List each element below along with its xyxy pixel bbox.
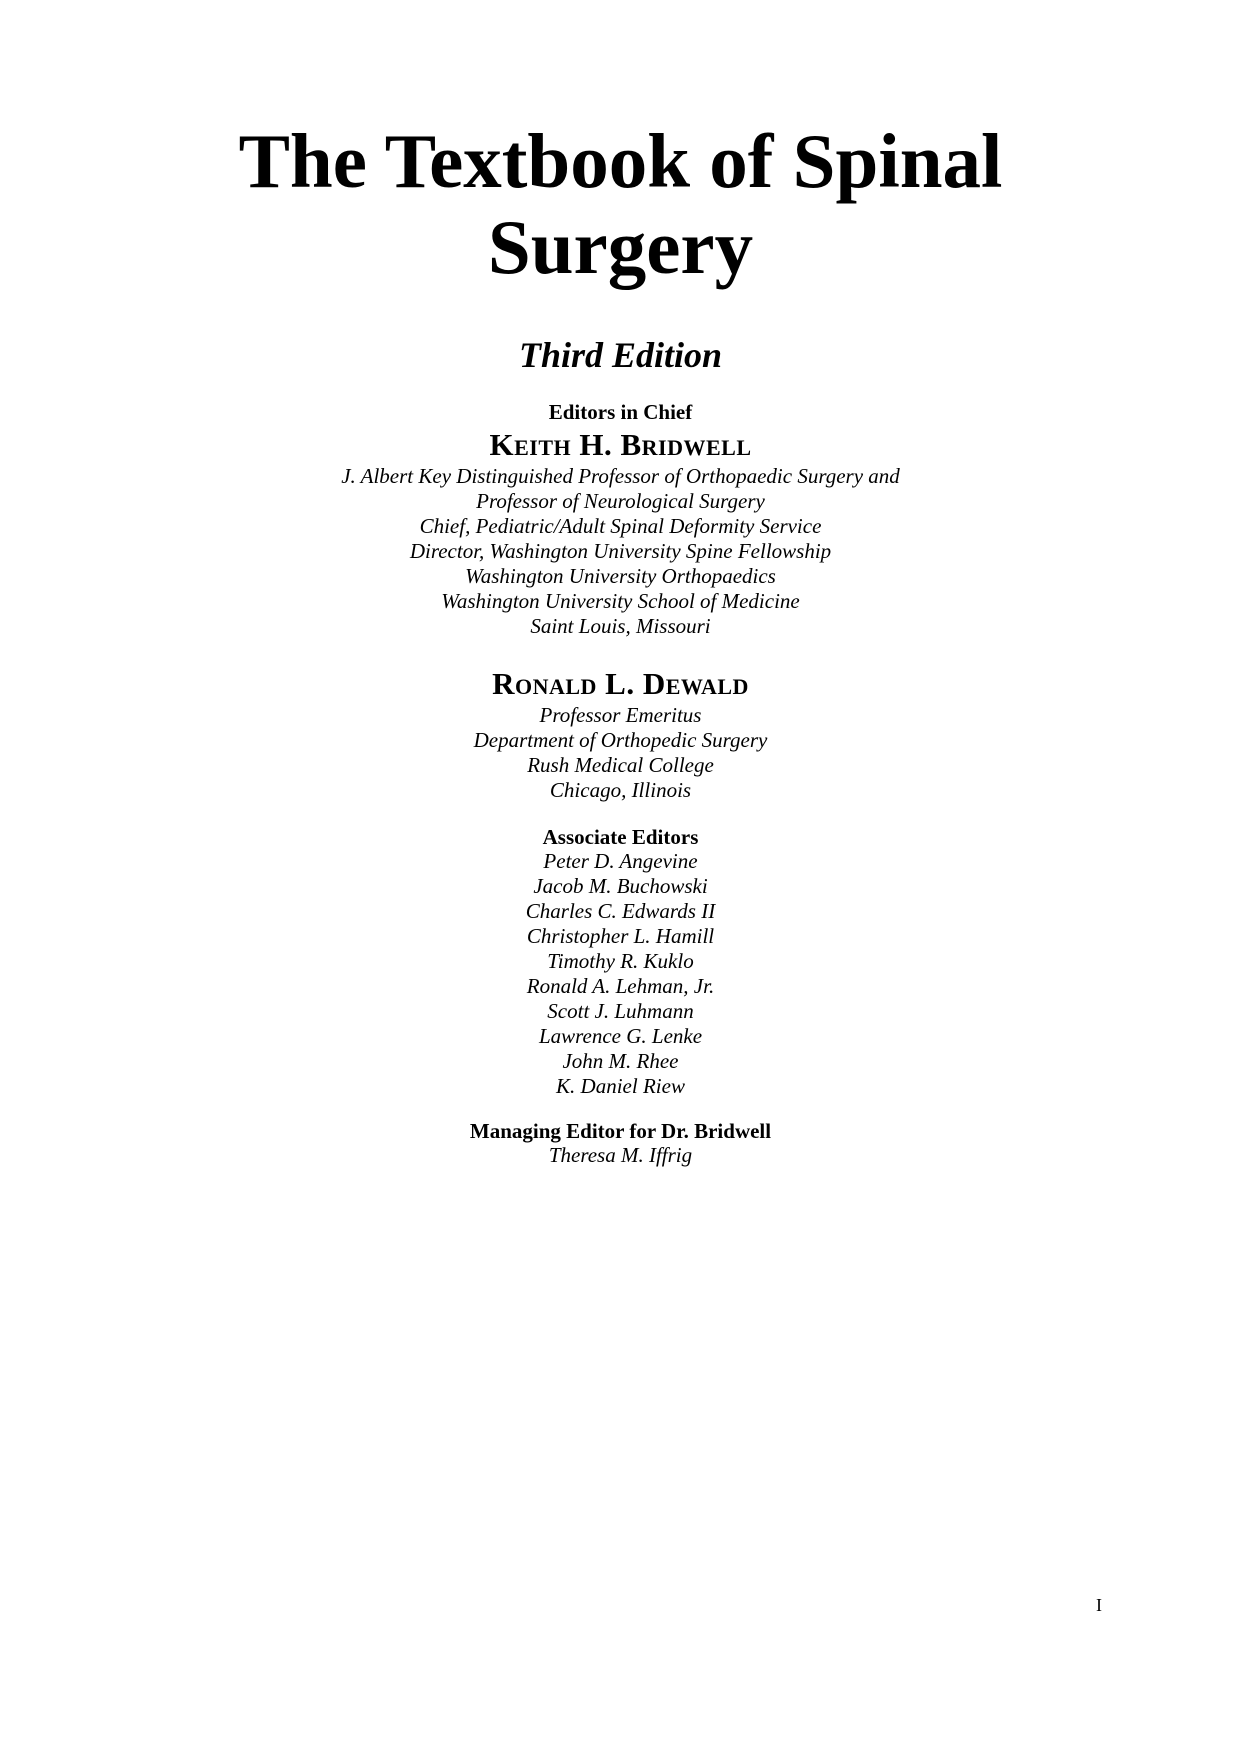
edition: Third Edition [518,335,723,375]
book-title-line-2: Surgery [487,204,754,290]
associate-editors-label: Associate Editors [542,825,699,849]
editor-affiliations-dewald [0,703,1241,803]
title-page-content [0,118,1241,1168]
associate-editor-name: Peter D. Angevine [543,849,698,873]
associate-editor-name: Jacob M. Buchowski [533,874,708,898]
editor-name-dewald: Ronald L. Dewald [492,666,749,701]
associate-editor-name: Timothy R. Kuklo [547,949,694,973]
affiliation-line: Washington University School of Medicine [441,589,800,613]
editor-affiliations-bridwell [0,464,1241,639]
affiliation-line: Saint Louis, Missouri [530,614,711,638]
book-title [0,118,1241,290]
associate-editor-name: Scott J. Luhmann [547,999,694,1023]
managing-editor-label: Managing Editor for Dr. Bridwell [469,1119,772,1143]
associate-editor-name: Lawrence G. Lenke [538,1024,703,1048]
affiliation-line: Washington University Orthopaedics [465,564,776,588]
editors-in-chief-label: Editors in Chief [548,400,693,424]
affiliation-line: Chicago, Illinois [549,778,692,802]
associate-editor-name: Christopher L. Hamill [526,924,715,948]
page-number: I [1096,1595,1102,1615]
associate-editor-name: Charles C. Edwards II [525,899,716,923]
affiliation-line: Director, Washington University Spine Fellowship [409,539,832,563]
affiliation-line: Professor Emeritus [539,703,702,727]
associate-editor-name: K. Daniel Riew [556,1074,685,1098]
associate-editor-name: Ronald A. Lehman, Jr. [526,974,715,998]
editor-name-bridwell: Keith H. Bridwell [489,427,752,462]
affiliation-line: Rush Medical College [527,753,714,777]
affiliation-line: Chief, Pediatric/Adult Spinal Deformity Service [419,514,822,538]
associate-editor-name: John M. Rhee [562,1049,679,1073]
affiliation-line: Professor of Neurological Surgery [476,489,765,513]
associate-editors-list [0,849,1241,1099]
affiliation-line: J. Albert Key Distinguished Professor of Orthopaedic Surgery and [341,464,900,488]
managing-editor-name: Theresa M. Iffrig [548,1143,693,1167]
book-title-line-1: The Textbook of Spinal [238,118,1003,204]
affiliation-line: Department of Orthopedic Surgery [473,728,768,752]
